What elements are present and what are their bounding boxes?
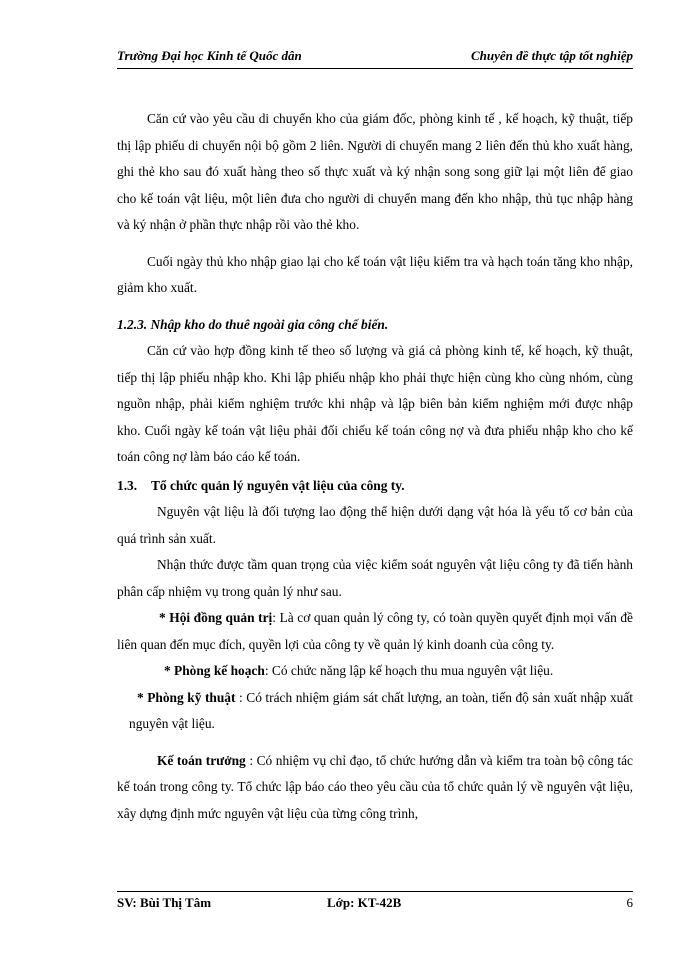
paragraph-end-of-day: Cuối ngày thủ kho nhập giao lại cho kế toán vật liệu kiểm tra và hạch toán tăng kho nhập, giảm kho xuất. bbox=[117, 253, 633, 295]
paragraph-management-intro: Nhận thức được tầm quan trọng của việc kiểm soát nguyên vật liệu công ty đã tiến hành phân cấp nhiệm vụ trong quản lý như sau. bbox=[117, 557, 633, 599]
page-body bbox=[117, 106, 633, 827]
page-header bbox=[117, 48, 633, 68]
footer-student: SV: Bùi Thị Tâm bbox=[117, 895, 212, 910]
paragraph-planning-department bbox=[117, 658, 633, 685]
footer-divider bbox=[117, 891, 633, 892]
chief-accountant-text: : Có nhiệm vụ chỉ đạo, tổ chức hướng dẫn và kiểm tra toàn bộ công tác kế toán trong công ty. Tổ chức lập báo cáo theo yêu cầu của tổ chức quản lý về nguyên vật liệu, xây dựng định mức nguyên vật liệu của từng công trình, bbox=[117, 752, 633, 821]
paragraph-chief-accountant bbox=[117, 748, 633, 828]
technical-text: : Có trách nhiệm giám sát chất lượng, an toàn, tiến độ sản xuất nhập xuất nguyên vật liệu. bbox=[129, 689, 634, 731]
page-number: 6 bbox=[626, 895, 633, 910]
paragraph-materials-definition: Nguyên vật liệu là đối tượng lao động thể hiện dưới dạng vật hóa là yếu tố cơ bản của quá trình sản xuất. bbox=[117, 504, 633, 546]
technical-label: * Phòng kỹ thuật bbox=[137, 689, 236, 705]
header-divider bbox=[117, 68, 633, 69]
paragraph-transfer: Căn cứ vào yêu cầu di chuyển kho của giám đốc, phòng kinh tế , kế hoạch, kỹ thuật, tiếp thị lập phiếu di chuyển nội bộ gồm 2 liên. Người di chuyển mang 2 liên đến thủ kho xuất hàng, ghi thẻ kho sau đó xuất hàng theo số thực xuất và ký nhận song song giữ lại một liên để giao cho kế toán vật liệu, một liên đưa cho người di chuyển mang đến kho nhập, thủ tục nhập hàng và ký nhận ở phần thực nhập rồi vào thẻ kho. bbox=[117, 111, 633, 232]
board-label: * Hội đồng quản trị bbox=[159, 610, 273, 625]
paragraph-board-of-directors bbox=[117, 605, 633, 658]
section-heading-1-3 bbox=[117, 473, 633, 500]
footer-class: Lớp: KT-42B bbox=[327, 895, 402, 910]
section-heading-1-2-3: 1.2.3. Nhập kho do thuê ngoài gia công chế biến. bbox=[117, 316, 389, 332]
page-footer bbox=[117, 895, 633, 915]
paragraph-technical-department bbox=[117, 685, 633, 738]
section-number: 1.3. bbox=[117, 477, 138, 493]
header-university: Trường Đại học Kinh tế Quốc dân bbox=[117, 48, 302, 63]
planning-text: : Có chức năng lập kế hoạch thu mua nguyên vật liệu. bbox=[264, 663, 554, 678]
paragraph-outsourced-processing: Căn cứ vào hợp đồng kinh tế theo số lượng và giá cả phòng kinh tế, kế hoạch, kỹ thuật, tiếp thị lập phiếu nhập kho. Khi lập phiếu nhập kho phải thực hiện cùng kho cùng nhóm, cùng nguồn nhập, phải kiểm nghiệm trước khi nhập và lập biên bản kiểm nghiệm mới được nhập kho. Cuối ngày kế toán vật liệu phải đối chiếu kế toán công nợ và đưa phiếu nhập kho cho kế toán công nợ làm báo cáo kế toán. bbox=[117, 343, 633, 464]
header-report-title: Chuyên đề thực tập tốt nghiệp bbox=[471, 48, 633, 63]
planning-label: * Phòng kế hoạch bbox=[164, 663, 265, 678]
board-text: : Là cơ quan quản lý công ty, có toàn quyền quyết định mọi vấn đề liên quan đến mục đích, quyền lợi của công ty về quản lý kinh doanh của công ty. bbox=[117, 610, 633, 652]
section-title: Tổ chức quản lý nguyên vật liệu của công ty. bbox=[151, 477, 405, 493]
chief-accountant-label: Kế toán trưởng bbox=[157, 752, 246, 768]
